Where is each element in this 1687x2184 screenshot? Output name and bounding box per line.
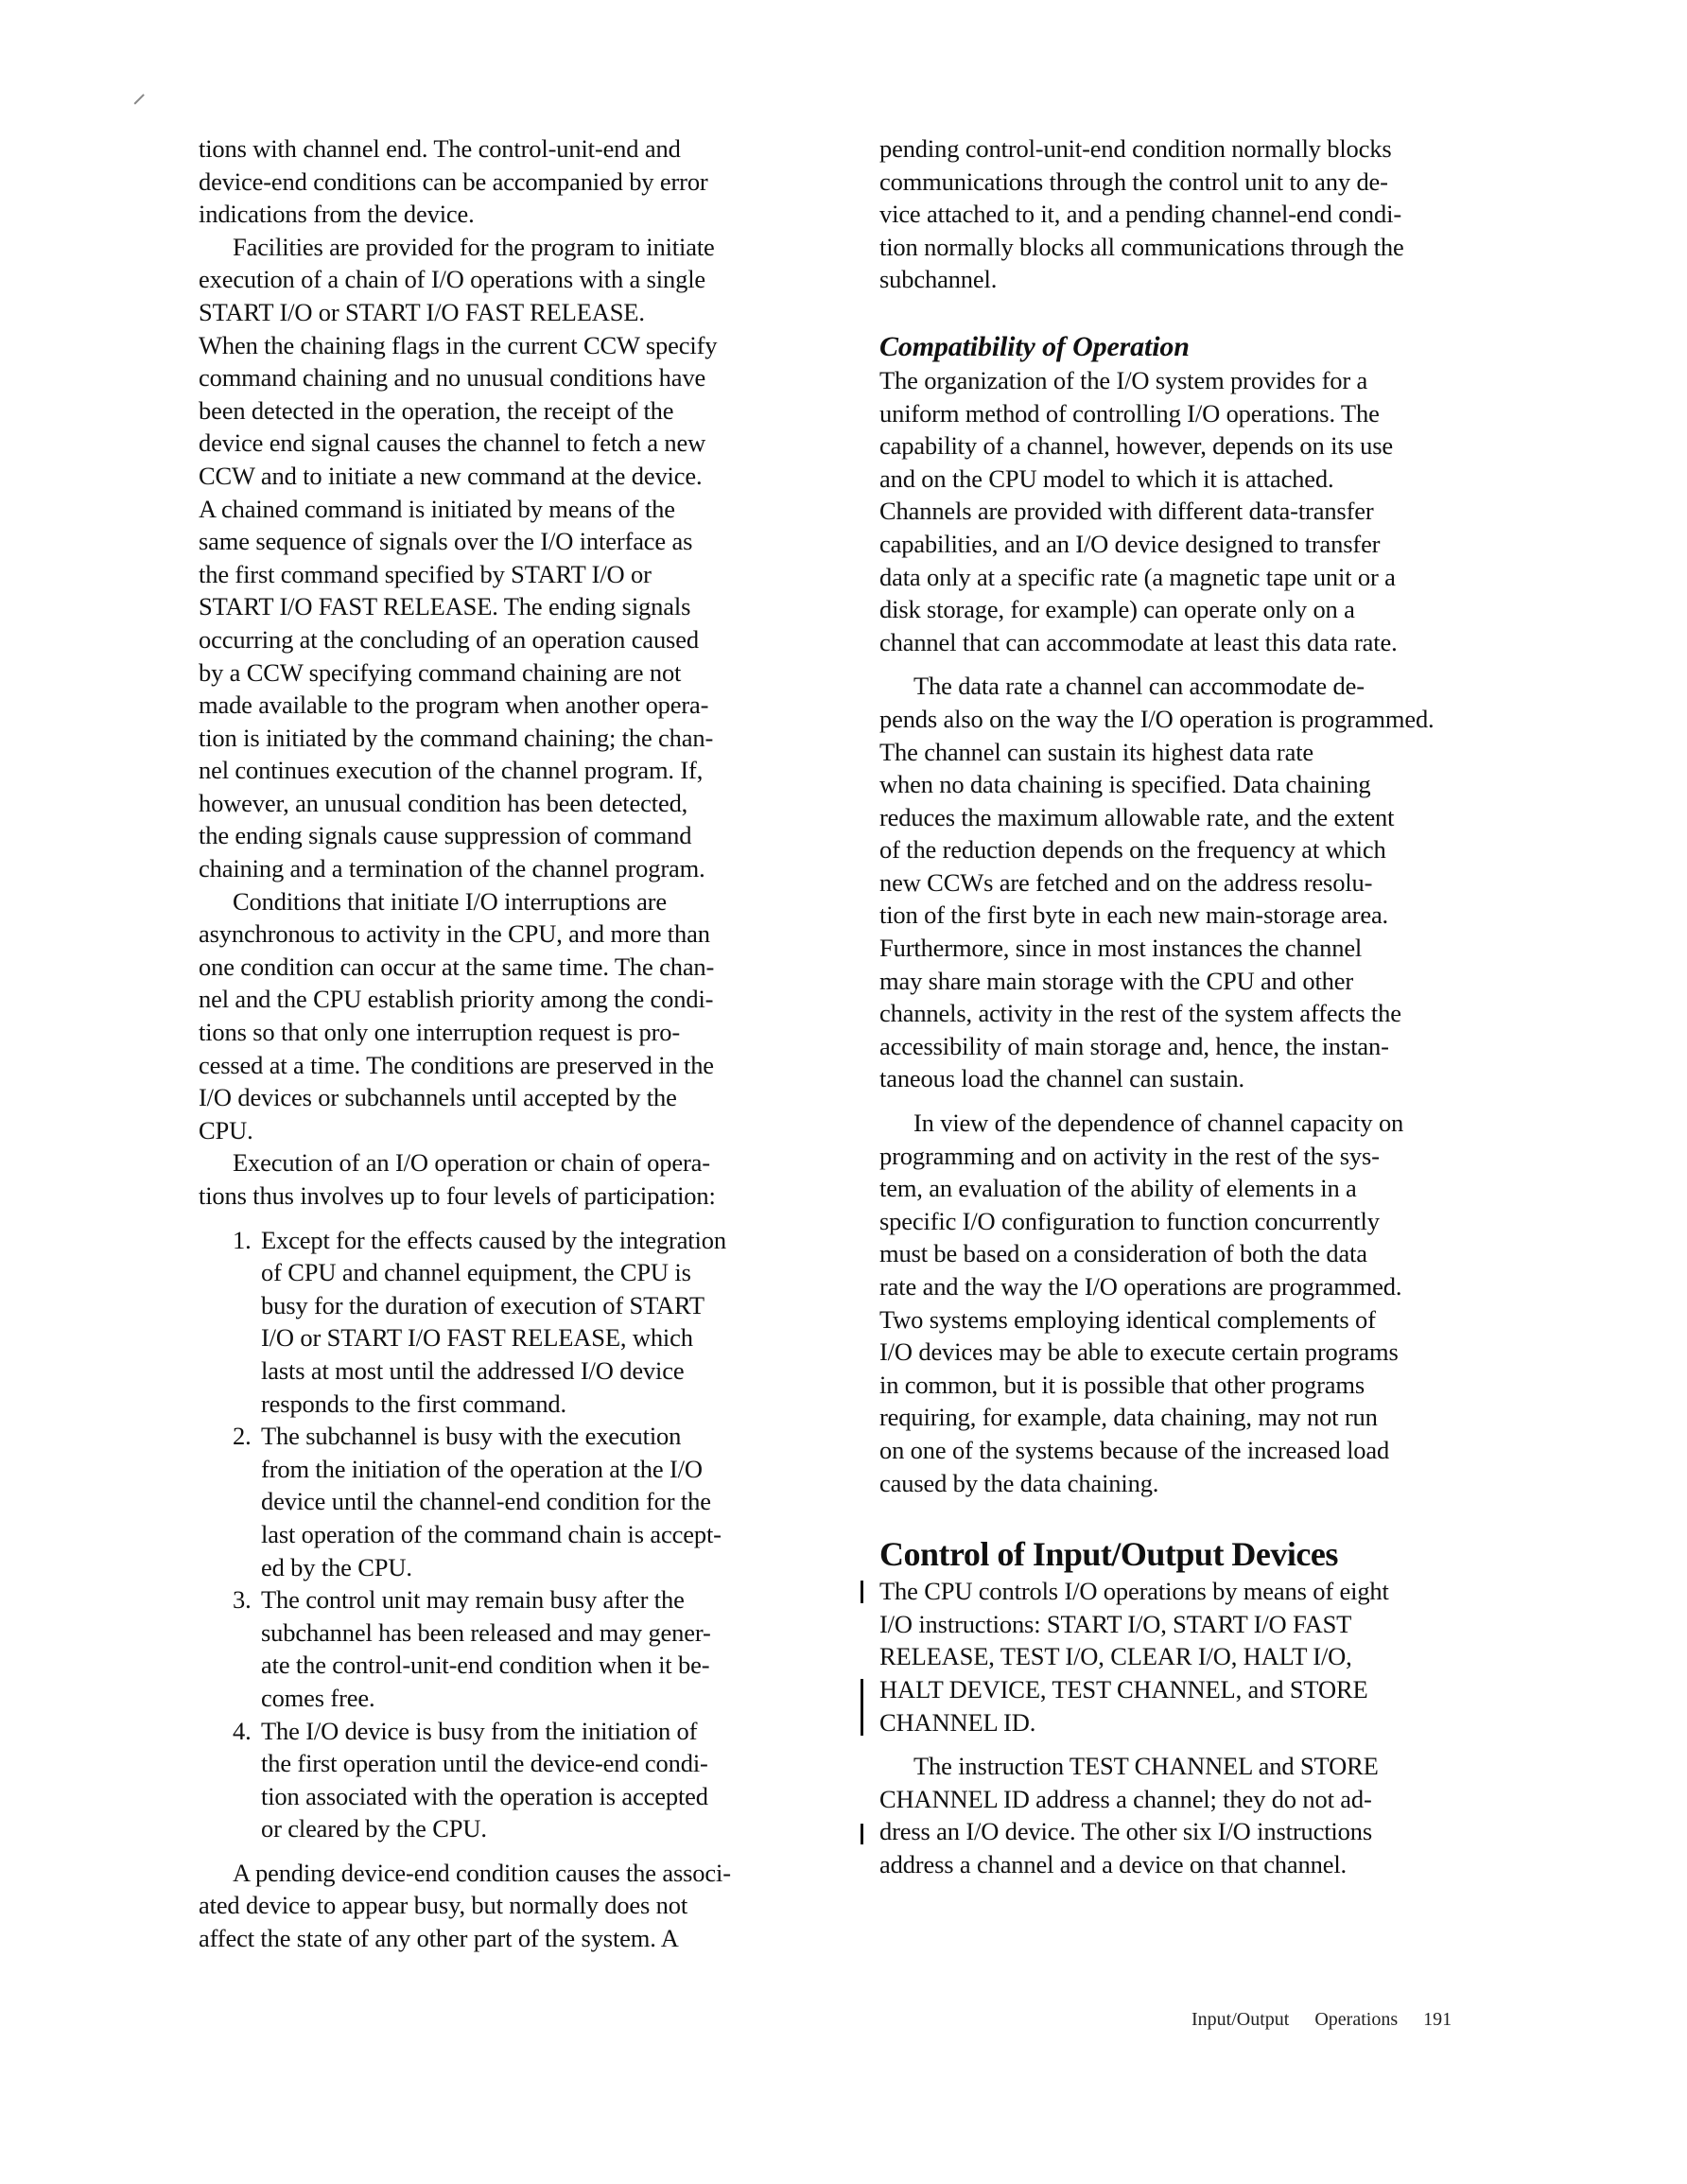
spacer <box>879 1738 1541 1750</box>
text-line: tion associated with the operation is accepted <box>261 1781 708 1810</box>
spacer <box>879 658 1541 670</box>
text-line: Two systems employing identical complements of <box>879 1304 1376 1334</box>
text-line: nel continues execution of the channel program. If, <box>199 756 704 785</box>
text-line: RELEASE, TEST I/O, CLEAR I/O, HALT I/O, <box>879 1642 1352 1671</box>
text-line: new CCWs are fetched and on the address resolu- <box>879 867 1373 897</box>
text-line: device end signal causes the channel to fetch a new <box>199 428 706 458</box>
text-line: requiring, for example, data chaining, may not run <box>879 1403 1378 1432</box>
text-line: or cleared by the CPU. <box>261 1814 487 1843</box>
text-line: pending control-unit-end condition normally blocks <box>879 134 1392 163</box>
text-line: tion is initiated by the command chaining; the chan- <box>199 723 714 752</box>
right-column <box>879 132 1541 1881</box>
revision-bar <box>861 1679 863 1736</box>
paragraph-channel-end <box>199 132 851 231</box>
text-line: CHANNEL ID. <box>879 1707 1036 1737</box>
text-line: the first command specified by START I/O or <box>199 559 652 588</box>
text-line: device-end conditions can be accompanied by error <box>199 166 708 196</box>
list-item-number: 4. <box>233 1716 252 1745</box>
participation-list <box>199 1224 851 1845</box>
scan-artifact-mark <box>134 94 145 104</box>
paragraph-execution <box>199 1146 851 1212</box>
paragraph-channel-capacity <box>879 1107 1541 1499</box>
text-line: CCW and to initiate a new command at the device. <box>199 461 703 490</box>
paragraph-compatibility-intro <box>879 364 1541 658</box>
paragraph-io-instructions <box>879 1575 1541 1738</box>
text-line: caused by the data chaining. <box>879 1468 1159 1497</box>
text-line: occurring at the concluding of an operation caused <box>199 624 699 654</box>
paragraph-pending-device-end <box>199 1857 851 1955</box>
text-line: uniform method of controlling I/O operations. The <box>879 398 1380 428</box>
text-line: taneous load the channel can sustain. <box>879 1064 1244 1093</box>
text-line: capability of a channel, however, depends on its use <box>879 431 1394 461</box>
text-line: The subchannel is busy with the execution <box>261 1422 682 1451</box>
text-line: channel that can accommodate at least this data rate. <box>879 627 1398 656</box>
paragraph-conditions <box>199 885 851 1147</box>
text-line: The CPU controls I/O operations by means of eight <box>879 1577 1389 1606</box>
text-line: from the initiation of the operation at the I/O <box>261 1454 703 1483</box>
text-line: cessed at a time. The conditions are preserved in the <box>199 1050 714 1079</box>
paragraph-facilities <box>199 231 851 885</box>
text-line: lasts at most until the addressed I/O device <box>261 1355 685 1385</box>
text-line: Except for the effects caused by the integration <box>261 1225 726 1254</box>
text-line: nel and the CPU establish priority among the condi- <box>199 985 714 1014</box>
text-line: comes free. <box>261 1683 375 1712</box>
text-line: HALT DEVICE, TEST CHANNEL, and STORE <box>879 1674 1368 1704</box>
text-line: in common, but it is possible that other programs <box>879 1370 1365 1399</box>
text-line: affect the state of any other part of the system. A <box>199 1924 679 1953</box>
text-line: tions with channel end. The control-unit-end and <box>199 134 681 163</box>
text-line: tion of the first byte in each new main-storage area. <box>879 900 1389 930</box>
text-line: The I/O device is busy from the initiation of <box>261 1716 698 1745</box>
text-line: I/O or START I/O FAST RELEASE, which <box>261 1323 693 1353</box>
text-line: specific I/O configuration to function concurrently <box>879 1206 1380 1235</box>
text-line: execution of a chain of I/O operations with a single <box>199 265 706 294</box>
text-line: of the reduction depends on the frequency at which <box>879 835 1386 865</box>
text-line: of CPU and channel equipment, the CPU is <box>261 1258 691 1287</box>
revision-bar <box>861 1581 863 1603</box>
page-number: 191 <box>1423 2009 1452 2030</box>
text-line: I/O instructions: START I/O, START I/O FAST <box>879 1609 1352 1638</box>
text-line: chaining and a termination of the channel program. <box>199 854 705 883</box>
text-line: communications through the control unit to any de- <box>879 166 1388 196</box>
heading-compatibility-of-operation: Compatibility of Operation <box>879 330 1190 362</box>
list-item-number: 1. <box>233 1225 252 1254</box>
spacer <box>199 1845 851 1857</box>
text-line: may share main storage with the CPU and other <box>879 966 1354 995</box>
text-line: I/O devices may be able to execute certain programs <box>879 1337 1399 1367</box>
text-line: asynchronous to activity in the CPU, and more than <box>199 919 710 949</box>
list-item-number: 2. <box>233 1422 252 1451</box>
text-line: START I/O or START I/O FAST RELEASE. <box>199 297 645 326</box>
text-line: The channel can sustain its highest data rate <box>879 737 1314 766</box>
revision-bar <box>861 1824 863 1844</box>
text-line: Furthermore, since in most instances the channel <box>879 934 1363 963</box>
text-line: Execution of an I/O operation or chain of opera- <box>233 1148 710 1178</box>
footer-section-title-word2: Operations <box>1314 2009 1399 2030</box>
text-line: The instruction TEST CHANNEL and STORE <box>913 1752 1379 1781</box>
text-line: CPU. <box>199 1115 253 1144</box>
paragraph-test-channel <box>879 1750 1541 1880</box>
text-line: I/O devices or subchannels until accepted by the <box>199 1083 677 1112</box>
text-line: and on the CPU model to which it is attached. <box>879 463 1334 493</box>
list-item-number: 3. <box>233 1585 252 1615</box>
text-line: tem, an evaluation of the ability of elements in a <box>879 1174 1357 1203</box>
text-line: Conditions that initiate I/O interruptions are <box>233 886 667 916</box>
text-line: reduces the maximum allowable rate, and the extent <box>879 802 1395 831</box>
text-line: by a CCW specifying command chaining are not <box>199 657 682 687</box>
text-line: The data rate a channel can accommodate de- <box>913 672 1365 701</box>
text-line: rate and the way the I/O operations are programmed. <box>879 1272 1402 1301</box>
text-line: device until the channel-end condition for the <box>261 1487 711 1516</box>
text-line: data only at a specific rate (a magnetic tape unit or a <box>879 562 1396 591</box>
text-line: The control unit may remain busy after the <box>261 1585 685 1615</box>
spacer <box>199 1213 851 1224</box>
text-line: when no data chaining is specified. Data chaining <box>879 770 1371 799</box>
text-line: Channels are provided with different data-transfer <box>879 497 1374 526</box>
text-line: the first operation until the device-end condi- <box>261 1749 708 1778</box>
text-line: dress an I/O device. The other six I/O instructions <box>879 1817 1373 1846</box>
list-item <box>199 1583 851 1714</box>
text-line: on one of the systems because of the increased load <box>879 1435 1390 1464</box>
text-line: pends also on the way the I/O operation is programmed. <box>879 704 1435 733</box>
text-line: one condition can occur at the same time. The chan- <box>199 952 715 981</box>
footer-section-title-word1: Input/Output <box>1191 2009 1290 2030</box>
spacer <box>879 1499 1541 1533</box>
heading-control-of-io-devices: Control of Input/Output Devices <box>879 1535 1338 1574</box>
text-line: ed by the CPU. <box>261 1552 412 1581</box>
text-line: In view of the dependence of channel capacity on <box>913 1109 1404 1138</box>
text-line: ate the control-unit-end condition when it be- <box>261 1651 710 1680</box>
text-line: been detected in the operation, the receipt of the <box>199 395 674 425</box>
text-line: When the chaining flags in the current CCW specify <box>199 330 718 359</box>
paragraph-pending-control-unit-end <box>879 132 1541 296</box>
text-line: A pending device-end condition causes the associ- <box>233 1858 731 1887</box>
text-line: must be based on a consideration of both the data <box>879 1239 1367 1268</box>
text-line: CHANNEL ID address a channel; they do not ad- <box>879 1784 1372 1813</box>
page-footer <box>1191 2009 1452 2031</box>
text-line: accessibility of main storage and, hence, the instan- <box>879 1031 1389 1060</box>
text-line: programming and on activity in the rest of the sys- <box>879 1141 1380 1170</box>
text-line: address a channel and a device on that channel. <box>879 1849 1348 1878</box>
left-column <box>199 132 851 1955</box>
text-line: channels, activity in the rest of the system affects the <box>879 999 1401 1028</box>
text-line: A chained command is initiated by means of the <box>199 494 675 523</box>
spacer <box>879 1095 1541 1107</box>
text-line: capabilities, and an I/O device designed to transfer <box>879 529 1381 558</box>
text-line: tions so that only one interruption request is pro- <box>199 1018 681 1047</box>
text-line: indications from the device. <box>199 200 475 229</box>
text-line: subchannel. <box>879 265 998 294</box>
text-line: tions thus involves up to four levels of participation: <box>199 1181 716 1210</box>
list-item <box>199 1224 851 1421</box>
text-line: disk storage, for example) can operate only on a <box>879 595 1355 624</box>
text-line: vice attached to it, and a pending channel-end condi- <box>879 200 1402 229</box>
text-line: command chaining and no unusual conditions have <box>199 363 706 393</box>
text-line: last operation of the command chain is accept- <box>261 1519 722 1548</box>
text-line: subchannel has been released and may gener- <box>261 1617 711 1647</box>
text-line: busy for the duration of execution of START <box>261 1290 704 1319</box>
paragraph-data-rate <box>879 670 1541 1095</box>
list-item <box>199 1420 851 1583</box>
spacer <box>879 296 1541 330</box>
text-line: ated device to appear busy, but normally does not <box>199 1891 688 1920</box>
text-line: START I/O FAST RELEASE. The ending signals <box>199 592 691 621</box>
list-item <box>199 1715 851 1845</box>
text-line: The organization of the I/O system provides for a <box>879 365 1368 394</box>
text-line: however, an unusual condition has been detected, <box>199 788 688 817</box>
text-line: responds to the first command. <box>261 1389 567 1418</box>
text-line: Facilities are provided for the program to initiate <box>233 232 715 261</box>
text-line: same sequence of signals over the I/O interface as <box>199 527 693 556</box>
text-line: tion normally blocks all communications through the <box>879 232 1404 261</box>
text-line: the ending signals cause suppression of command <box>199 821 692 850</box>
text-line: made available to the program when another opera- <box>199 690 709 720</box>
